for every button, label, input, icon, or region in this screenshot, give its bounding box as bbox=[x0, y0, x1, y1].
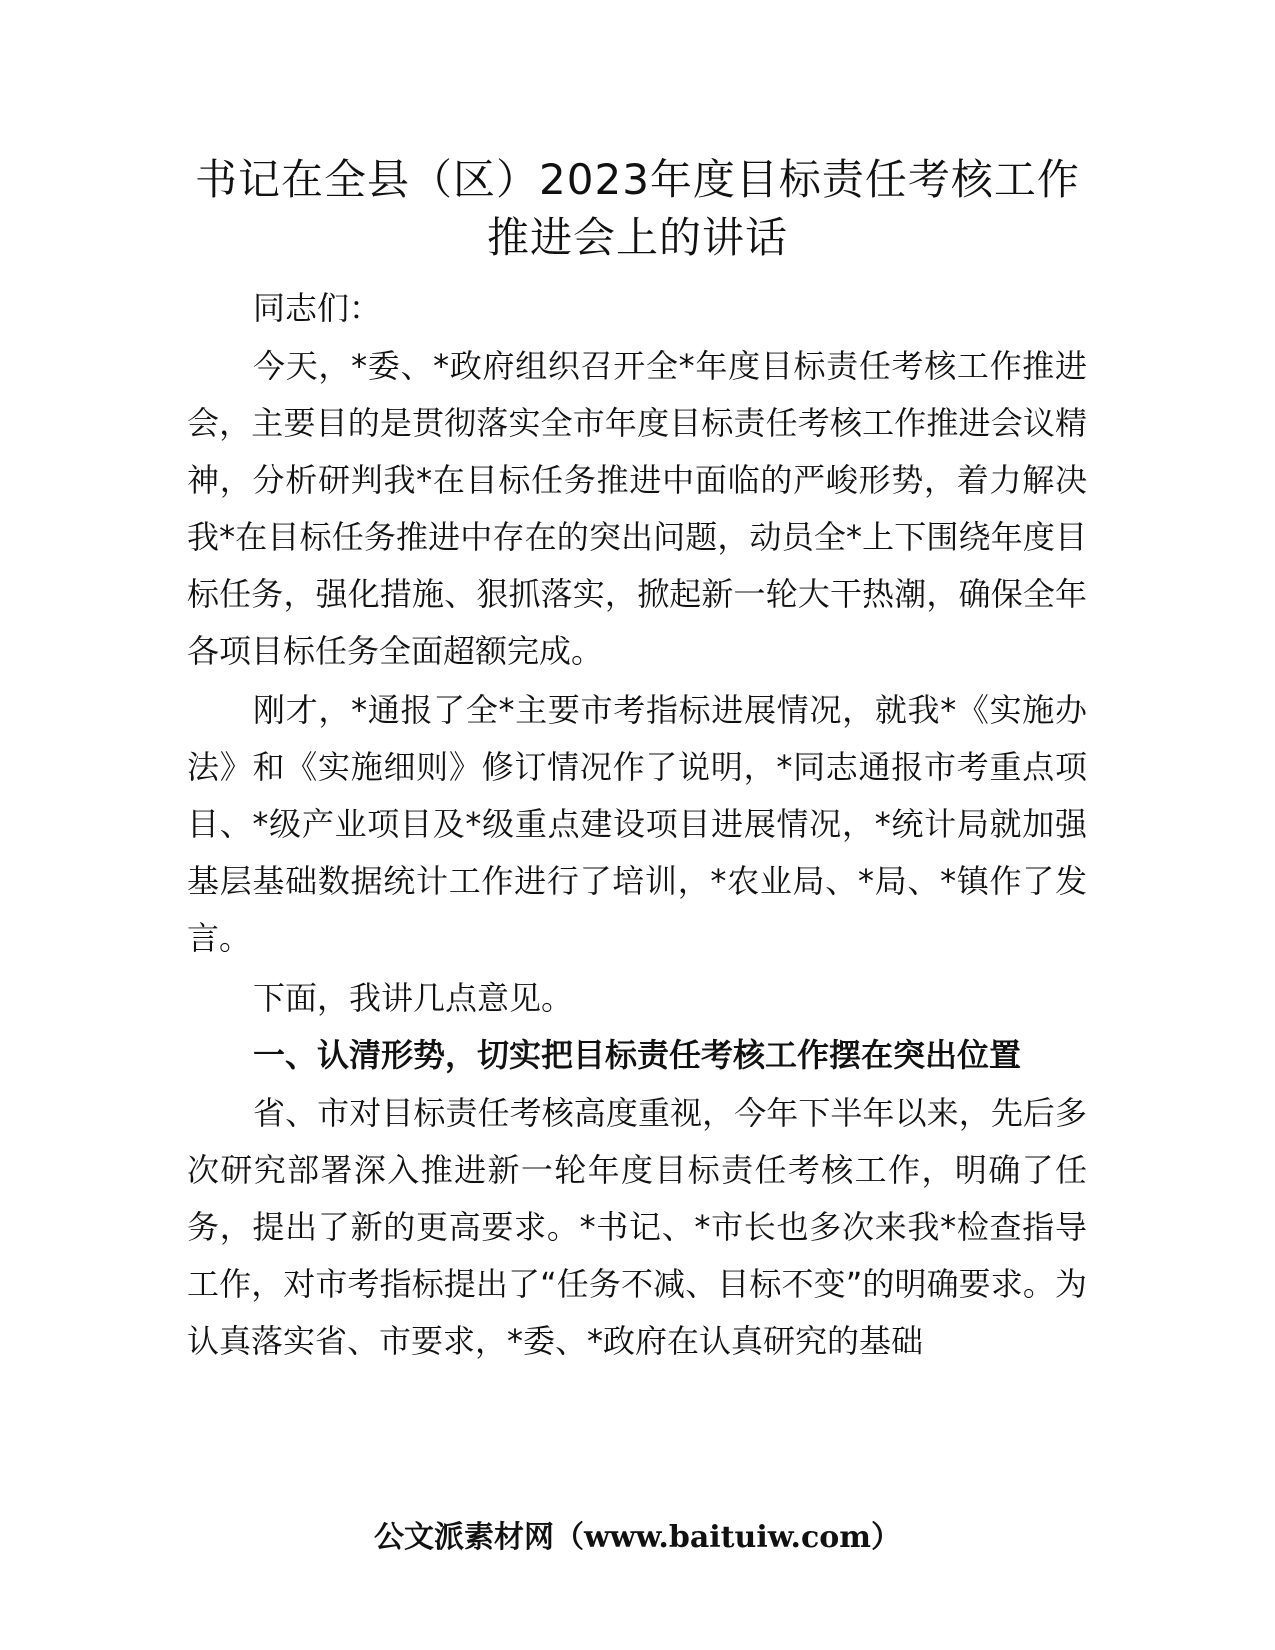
paragraph-transition: 下面，我讲几点意见。 bbox=[253, 979, 574, 1017]
document-title-line-1: 书记在全县（区）2023年度目标责任考核工作 bbox=[195, 155, 1080, 204]
document-title-line-2: 推进会上的讲话 bbox=[486, 213, 788, 262]
salutation: 同志们： bbox=[253, 289, 382, 327]
footer-watermark: 公文派素材网（www.baituiw.com） bbox=[373, 1520, 902, 1555]
paragraph-section-one: 省、市对目标责任考核高度重视，今年下半年以来，先后多次研究部署深入推进新一轮年度目标责任考核工作，明确了任务，提出了新的更高要求。*书记、*市长也多次来我*检查指导工作，对市考指标提出了“任务不减、目标不变”的明确要求。为认真落实省、市要求，*委、*政府在认真研究的基础 bbox=[187, 1094, 1087, 1360]
paragraph-opening: 今天，*委、*政府组织召开全*年度目标责任考核工作推进会，主要目的是贯彻落实全市年度目标责任考核工作推进会议精神，分析研判我*在目标任务推进中面临的严峻形势，着力解决我*在目标任务推进中存在的突出问题，动员全*上下围绕年度目标任务，强化措施、狠抓落实，掀起新一轮大干热潮，确保全年各项目标任务全面超额完成。 bbox=[187, 347, 1087, 670]
paragraph-reports: 刚才，*通报了全*主要市考指标进展情况，就我*《实施办法》和《实施细则》修订情况作了说明，*同志通报市考重点项目、*级产业项目及*级重点建设项目进展情况，*统计局就加强基层基础数据统计工作进行了培训，*农业局、*局、*镇作了发言。 bbox=[187, 691, 1087, 957]
section-heading: 一、认清形势，切实把目标责任考核工作摆在突出位置 bbox=[253, 1036, 1022, 1074]
